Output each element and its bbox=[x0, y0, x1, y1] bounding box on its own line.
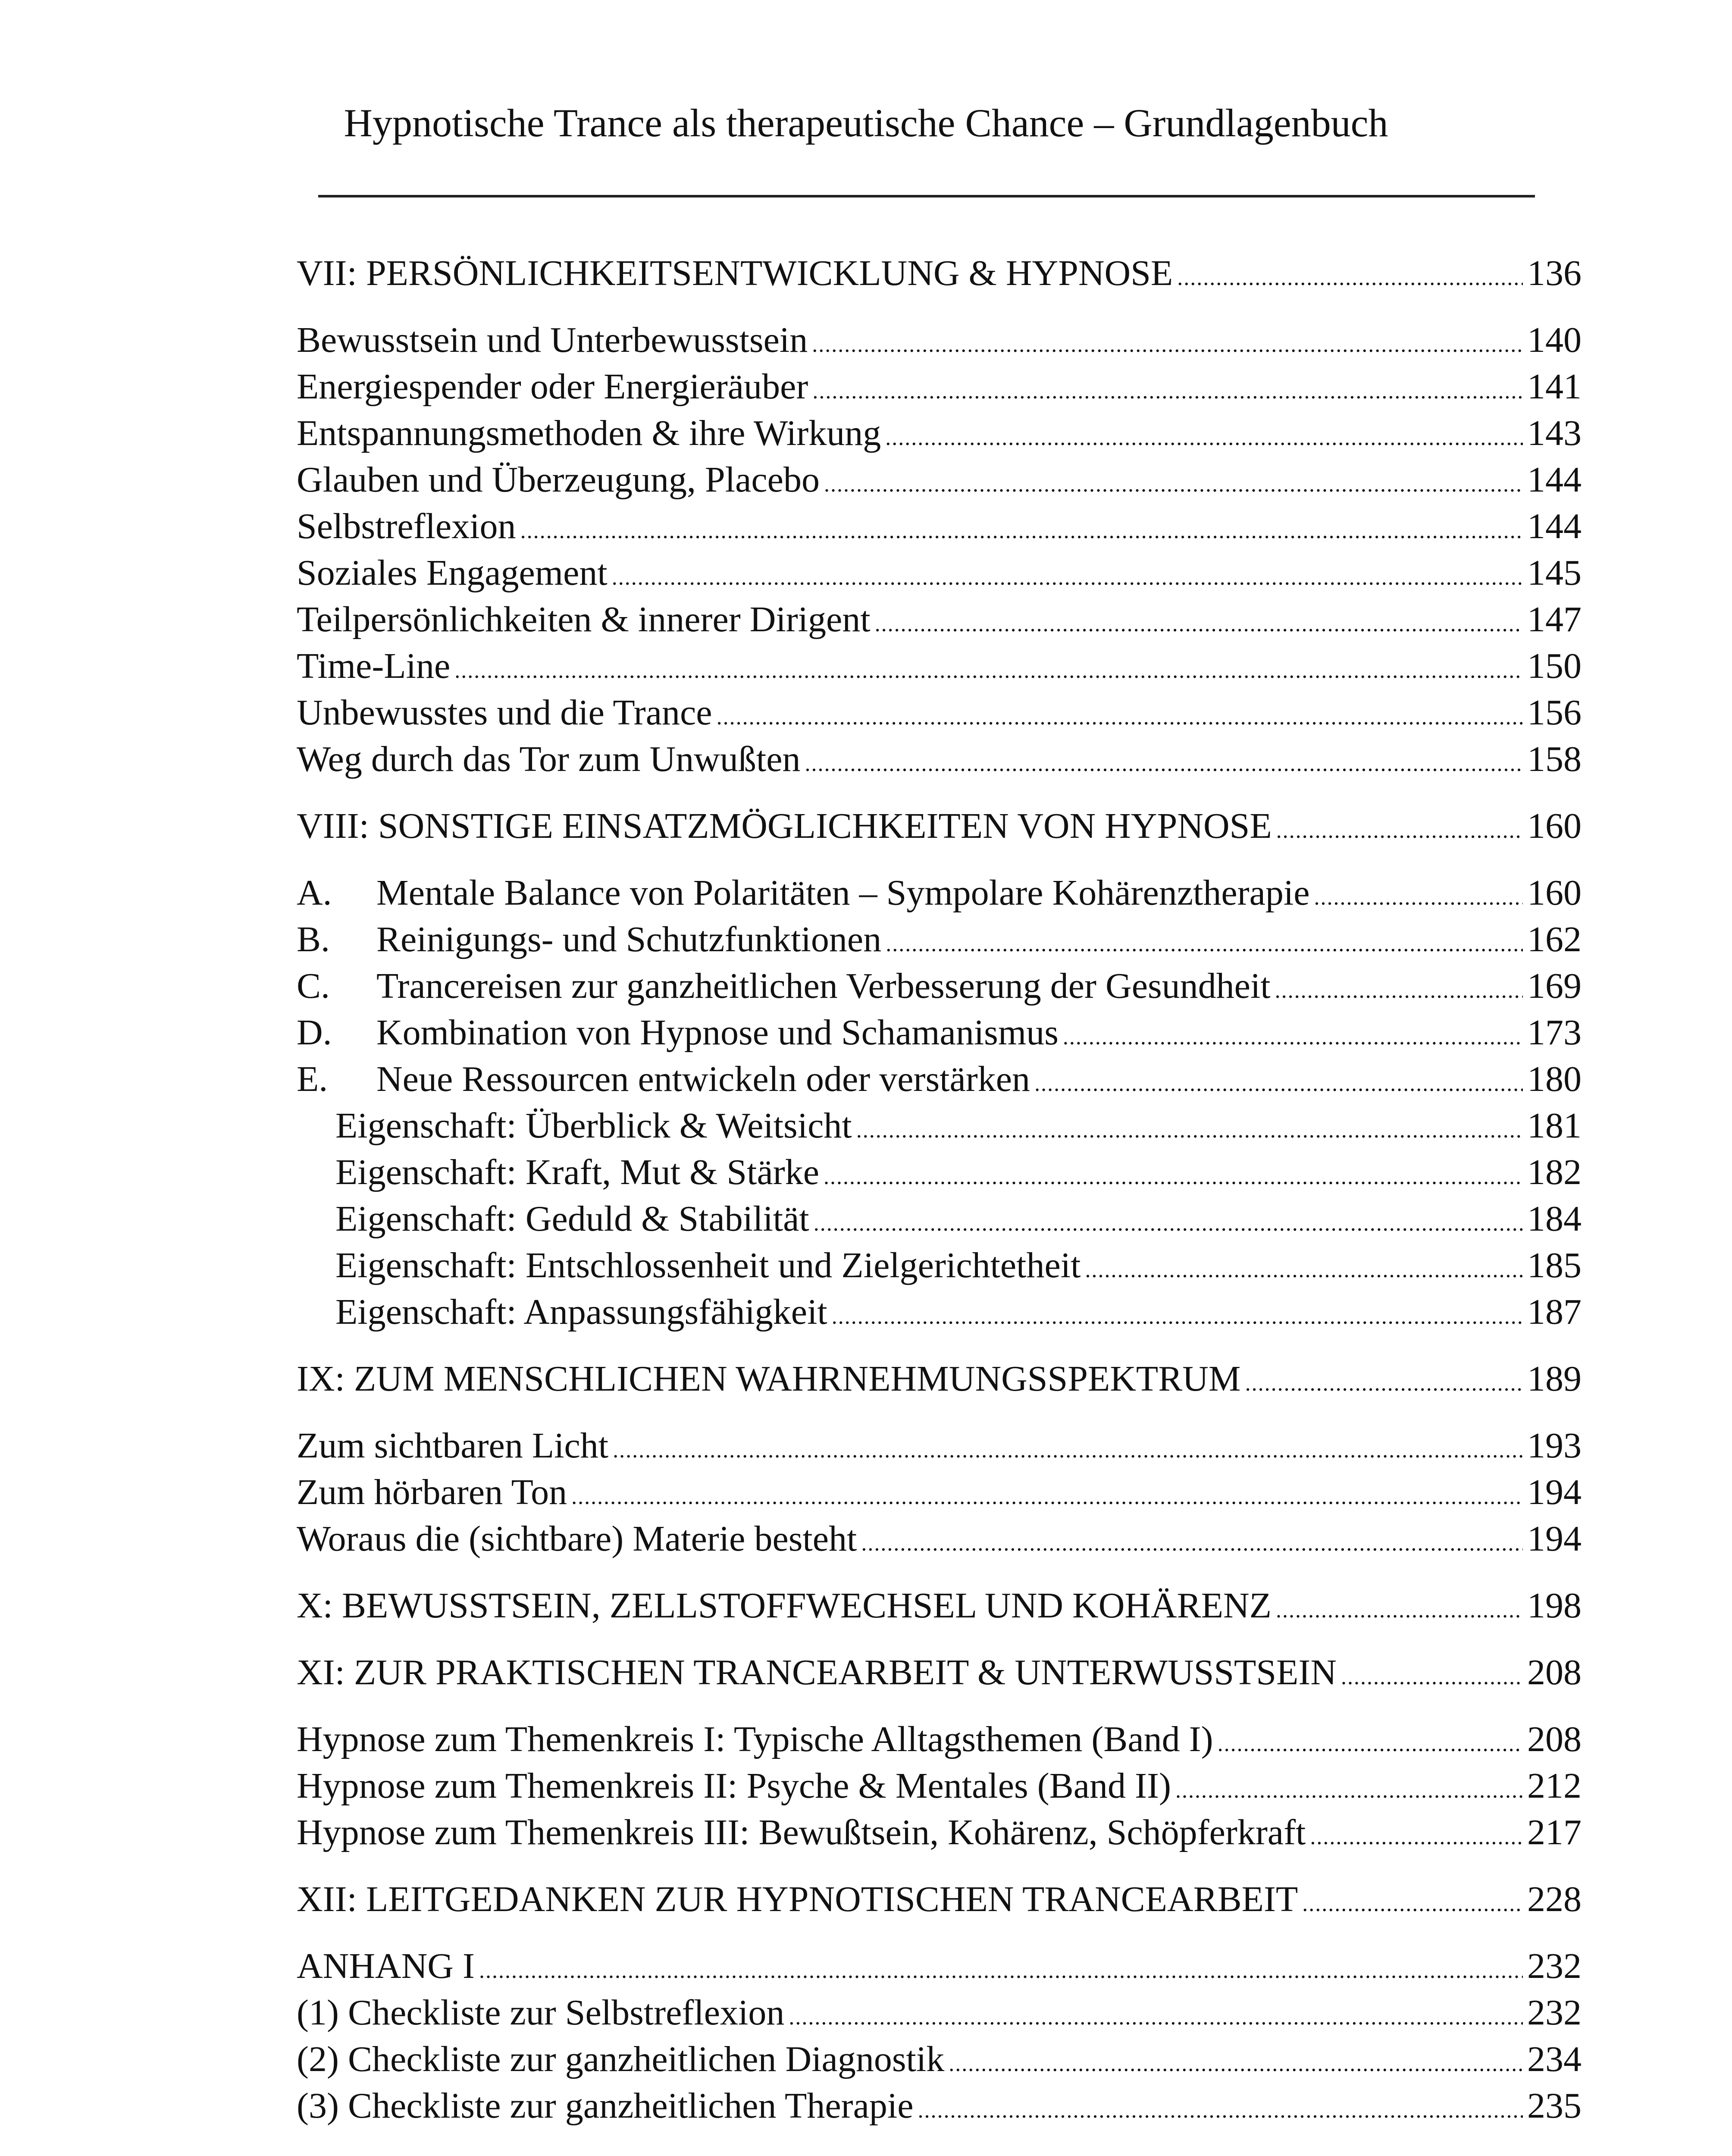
toc-entry-row[interactable] bbox=[297, 1423, 1582, 1469]
toc-entry-title: Bewusstsein und Unterbewusstsein bbox=[297, 320, 808, 360]
toc-page-number: 194 bbox=[1527, 1519, 1582, 1559]
toc-dot-leader bbox=[1276, 1583, 1523, 1634]
toc-page-number: 232 bbox=[1527, 1993, 1582, 2033]
toc-entry-title: Woraus die (sichtbare) Materie besteht bbox=[297, 1519, 857, 1559]
toc-entry-title: Eigenschaft: Entschlossenheit und Zielgerichtetheit bbox=[335, 1245, 1081, 1285]
toc-entry-row[interactable] bbox=[297, 596, 1582, 643]
toc-entry-title: (3) Checkliste zur ganzheitlichen Therapie bbox=[297, 2086, 914, 2126]
toc-page-number: 160 bbox=[1527, 873, 1582, 913]
toc-page-number: 144 bbox=[1527, 506, 1582, 546]
toc-page-number: 232 bbox=[1527, 1946, 1582, 1986]
toc-entry-row[interactable] bbox=[297, 736, 1582, 783]
toc-page-number: 158 bbox=[1527, 739, 1582, 779]
toc-dot-leader bbox=[832, 1289, 1523, 1340]
toc-chapter-row[interactable] bbox=[297, 803, 1582, 849]
toc-page-number: 208 bbox=[1527, 1652, 1582, 1692]
toc-page-number: 198 bbox=[1527, 1586, 1582, 1626]
toc-page-number: 156 bbox=[1527, 693, 1582, 733]
toc-entry-title: XII: LEITGEDANKEN ZUR HYPNOTISCHEN TRANCEARBEIT bbox=[297, 1879, 1298, 1919]
toc-entry-row[interactable] bbox=[297, 1809, 1582, 1856]
toc-page-number: 147 bbox=[1527, 599, 1582, 639]
toc-page-number: 189 bbox=[1527, 1359, 1582, 1399]
toc-entry-letter: E. bbox=[297, 1059, 328, 1099]
toc-entry-row[interactable] bbox=[297, 1716, 1582, 1763]
toc-page-number: 141 bbox=[1527, 367, 1582, 407]
toc-dot-leader bbox=[814, 1196, 1523, 1247]
toc-sub-row[interactable] bbox=[297, 1196, 1582, 1242]
toc-lettered-row[interactable] bbox=[297, 1009, 1582, 1056]
toc-page-number: 184 bbox=[1527, 1199, 1582, 1239]
toc-dot-leader bbox=[789, 1990, 1523, 2041]
running-header: Hypnotische Trance als therapeutische Chance – Grundlagenbuch bbox=[344, 101, 1388, 145]
toc-page-number: 136 bbox=[1527, 253, 1582, 293]
toc-entry-title: Eigenschaft: Geduld & Stabilität bbox=[335, 1199, 809, 1239]
toc-page-number: 144 bbox=[1527, 460, 1582, 500]
toc-entry-letter: A. bbox=[297, 873, 332, 913]
toc-dot-leader bbox=[812, 317, 1523, 368]
toc-entry-row[interactable] bbox=[297, 2083, 1582, 2129]
toc-dot-leader bbox=[1302, 1876, 1523, 1927]
toc-dot-leader bbox=[875, 596, 1523, 648]
toc-chapter-row[interactable] bbox=[297, 1876, 1582, 1923]
toc-page-number: 169 bbox=[1527, 966, 1582, 1006]
toc-entry-title: Mentale Balance von Polaritäten – Sympolare Kohärenztherapie bbox=[376, 873, 1310, 913]
toc-entry-title: Hypnose zum Themenkreis II: Psyche & Mentales (Band II) bbox=[297, 1766, 1171, 1806]
toc-dot-leader bbox=[1276, 803, 1523, 854]
toc-dot-leader bbox=[1085, 1242, 1523, 1294]
toc-dot-leader bbox=[1063, 1009, 1523, 1061]
toc-dot-leader bbox=[824, 457, 1523, 508]
toc-lettered-row[interactable] bbox=[297, 870, 1582, 916]
toc-entry-title: Teilpersönlichkeiten & innerer Dirigent bbox=[297, 599, 871, 639]
toc-entry-title: Unbewusstes und die Trance bbox=[297, 693, 712, 733]
toc-dot-leader bbox=[918, 2083, 1523, 2134]
toc-entry-row[interactable] bbox=[297, 1763, 1582, 1809]
toc-entry-title: Eigenschaft: Anpassungsfähigkeit bbox=[335, 1292, 827, 1332]
toc-lettered-row[interactable] bbox=[297, 916, 1582, 963]
toc-dot-leader bbox=[949, 2036, 1523, 2087]
toc-page-number: 150 bbox=[1527, 646, 1582, 686]
toc-entry-title: X: BEWUSSTSEIN, ZELLSTOFFWECHSEL UND KOHÄRENZ bbox=[297, 1586, 1272, 1626]
toc-entry-row[interactable] bbox=[297, 410, 1582, 457]
toc-page-number: 162 bbox=[1527, 919, 1582, 959]
toc-chapter-row[interactable] bbox=[297, 1943, 1582, 1990]
toc-entry-title: Eigenschaft: Kraft, Mut & Stärke bbox=[335, 1152, 820, 1192]
toc-entry-row[interactable] bbox=[297, 2036, 1582, 2083]
toc-dot-leader bbox=[1245, 1356, 1523, 1407]
toc-entry-title: Eigenschaft: Überblick & Weitsicht bbox=[335, 1106, 852, 1146]
toc-entry-title: Zum hörbaren Ton bbox=[297, 1472, 567, 1512]
toc-entry-title: Reinigungs- und Schutzfunktionen bbox=[376, 919, 882, 959]
toc-entry-title: Zum sichtbaren Licht bbox=[297, 1426, 609, 1466]
toc-dot-leader bbox=[520, 503, 1523, 555]
table-of-contents bbox=[297, 250, 1582, 2129]
toc-entry-row[interactable] bbox=[297, 643, 1582, 689]
toc-chapter-row[interactable] bbox=[297, 1583, 1582, 1629]
toc-entry-title: Trancereisen zur ganzheitlichen Verbesserung der Gesundheit bbox=[376, 966, 1271, 1006]
toc-entry-title: Hypnose zum Themenkreis I: Typische Alltagsthemen (Band I) bbox=[297, 1719, 1213, 1759]
toc-dot-leader bbox=[1034, 1056, 1523, 1107]
toc-dot-leader bbox=[1310, 1809, 1523, 1861]
toc-entry-title: Entspannungsmethoden & ihre Wirkung bbox=[297, 413, 881, 453]
toc-chapter-row[interactable] bbox=[297, 250, 1582, 297]
toc-entry-row[interactable] bbox=[297, 1469, 1582, 1516]
toc-dot-leader bbox=[824, 1149, 1523, 1200]
toc-chapter-row[interactable] bbox=[297, 1356, 1582, 1402]
toc-dot-leader bbox=[571, 1469, 1523, 1520]
toc-sub-row[interactable] bbox=[297, 1103, 1582, 1149]
toc-dot-leader bbox=[1175, 1763, 1523, 1814]
toc-entry-title: (1) Checkliste zur Selbstreflexion bbox=[297, 1993, 785, 2033]
toc-entry-title: ANHANG I bbox=[297, 1946, 475, 1986]
toc-page-number: 194 bbox=[1527, 1472, 1582, 1512]
toc-dot-leader bbox=[805, 736, 1523, 787]
toc-dot-leader bbox=[812, 364, 1523, 415]
toc-entry-row[interactable] bbox=[297, 503, 1582, 550]
toc-dot-leader bbox=[479, 1943, 1523, 1994]
toc-page-number: 181 bbox=[1527, 1106, 1582, 1146]
toc-page-number: 145 bbox=[1527, 553, 1582, 593]
toc-entry-letter: D. bbox=[297, 1012, 332, 1053]
toc-entry-title: Neue Ressourcen entwickeln oder verstärken bbox=[376, 1059, 1030, 1099]
toc-lettered-row[interactable] bbox=[297, 963, 1582, 1009]
toc-page-number: 235 bbox=[1527, 2086, 1582, 2126]
toc-entry-row[interactable] bbox=[297, 550, 1582, 596]
toc-sub-row[interactable] bbox=[297, 1289, 1582, 1335]
toc-page-number: 180 bbox=[1527, 1059, 1582, 1099]
toc-page-number: 234 bbox=[1527, 2039, 1582, 2079]
toc-dot-leader bbox=[1275, 963, 1523, 1014]
toc-entry-title: XI: ZUR PRAKTISCHEN TRANCEARBEIT & UNTERWUSSTSEIN bbox=[297, 1652, 1337, 1692]
toc-page-number: 208 bbox=[1527, 1719, 1582, 1759]
toc-entry-title: (2) Checkliste zur ganzheitlichen Diagnostik bbox=[297, 2039, 945, 2079]
toc-entry-letter: C. bbox=[297, 966, 330, 1006]
toc-dot-leader bbox=[861, 1516, 1523, 1567]
toc-dot-leader bbox=[613, 1423, 1523, 1474]
toc-entry-title: VII: PERSÖNLICHKEITSENTWICKLUNG & HYPNOSE bbox=[297, 253, 1173, 293]
toc-entry-row[interactable] bbox=[297, 457, 1582, 503]
header-rule bbox=[318, 195, 1535, 197]
toc-page-number: 217 bbox=[1527, 1812, 1582, 1852]
toc-entry-title: VIII: SONSTIGE EINSATZMÖGLICHKEITEN VON HYPNOSE bbox=[297, 806, 1272, 846]
toc-chapter-row[interactable] bbox=[297, 1649, 1582, 1696]
toc-page-number: 228 bbox=[1527, 1879, 1582, 1919]
toc-entry-row[interactable] bbox=[297, 1516, 1582, 1562]
toc-dot-leader bbox=[1341, 1649, 1523, 1701]
toc-dot-leader bbox=[717, 689, 1523, 741]
toc-entry-row[interactable] bbox=[297, 317, 1582, 364]
toc-entry-letter: B. bbox=[297, 919, 330, 959]
toc-entry-title: IX: ZUM MENSCHLICHEN WAHRNEHMUNGSSPEKTRUM bbox=[297, 1359, 1241, 1399]
toc-page-number: 187 bbox=[1527, 1292, 1582, 1332]
toc-dot-leader bbox=[454, 643, 1523, 694]
toc-lettered-row[interactable] bbox=[297, 1056, 1582, 1103]
toc-entry-row[interactable] bbox=[297, 1990, 1582, 2036]
toc-dot-leader bbox=[1177, 250, 1523, 301]
toc-entry-row[interactable] bbox=[297, 364, 1582, 410]
toc-page-number: 160 bbox=[1527, 806, 1582, 846]
toc-entry-title: Kombination von Hypnose und Schamanismus bbox=[376, 1012, 1059, 1053]
toc-page-number: 173 bbox=[1527, 1012, 1582, 1053]
toc-entry-title: Selbstreflexion bbox=[297, 506, 516, 546]
toc-entry-row[interactable] bbox=[297, 689, 1582, 736]
toc-dot-leader bbox=[1314, 870, 1523, 921]
toc-entry-title: Weg durch das Tor zum Unwußten bbox=[297, 739, 801, 779]
toc-page-number: 193 bbox=[1527, 1426, 1582, 1466]
toc-dot-leader bbox=[612, 550, 1523, 601]
toc-entry-title: Energiespender oder Energieräuber bbox=[297, 367, 808, 407]
toc-entry-title: Soziales Engagement bbox=[297, 553, 608, 593]
toc-dot-leader bbox=[856, 1103, 1523, 1154]
toc-dot-leader bbox=[885, 410, 1523, 461]
toc-dot-leader bbox=[886, 916, 1523, 968]
toc-page-number: 143 bbox=[1527, 413, 1582, 453]
toc-page-number: 182 bbox=[1527, 1152, 1582, 1192]
toc-page-number: 140 bbox=[1527, 320, 1582, 360]
toc-entry-title: Hypnose zum Themenkreis III: Bewußtsein, Kohärenz, Schöpferkraft bbox=[297, 1812, 1306, 1852]
toc-entry-title: Time-Line bbox=[297, 646, 451, 686]
toc-dot-leader bbox=[1218, 1716, 1523, 1767]
toc-entry-title: Glauben und Überzeugung, Placebo bbox=[297, 460, 820, 500]
toc-page-number: 212 bbox=[1527, 1766, 1582, 1806]
toc-page-number: 185 bbox=[1527, 1245, 1582, 1285]
toc-sub-row[interactable] bbox=[297, 1149, 1582, 1196]
toc-sub-row[interactable] bbox=[297, 1242, 1582, 1289]
